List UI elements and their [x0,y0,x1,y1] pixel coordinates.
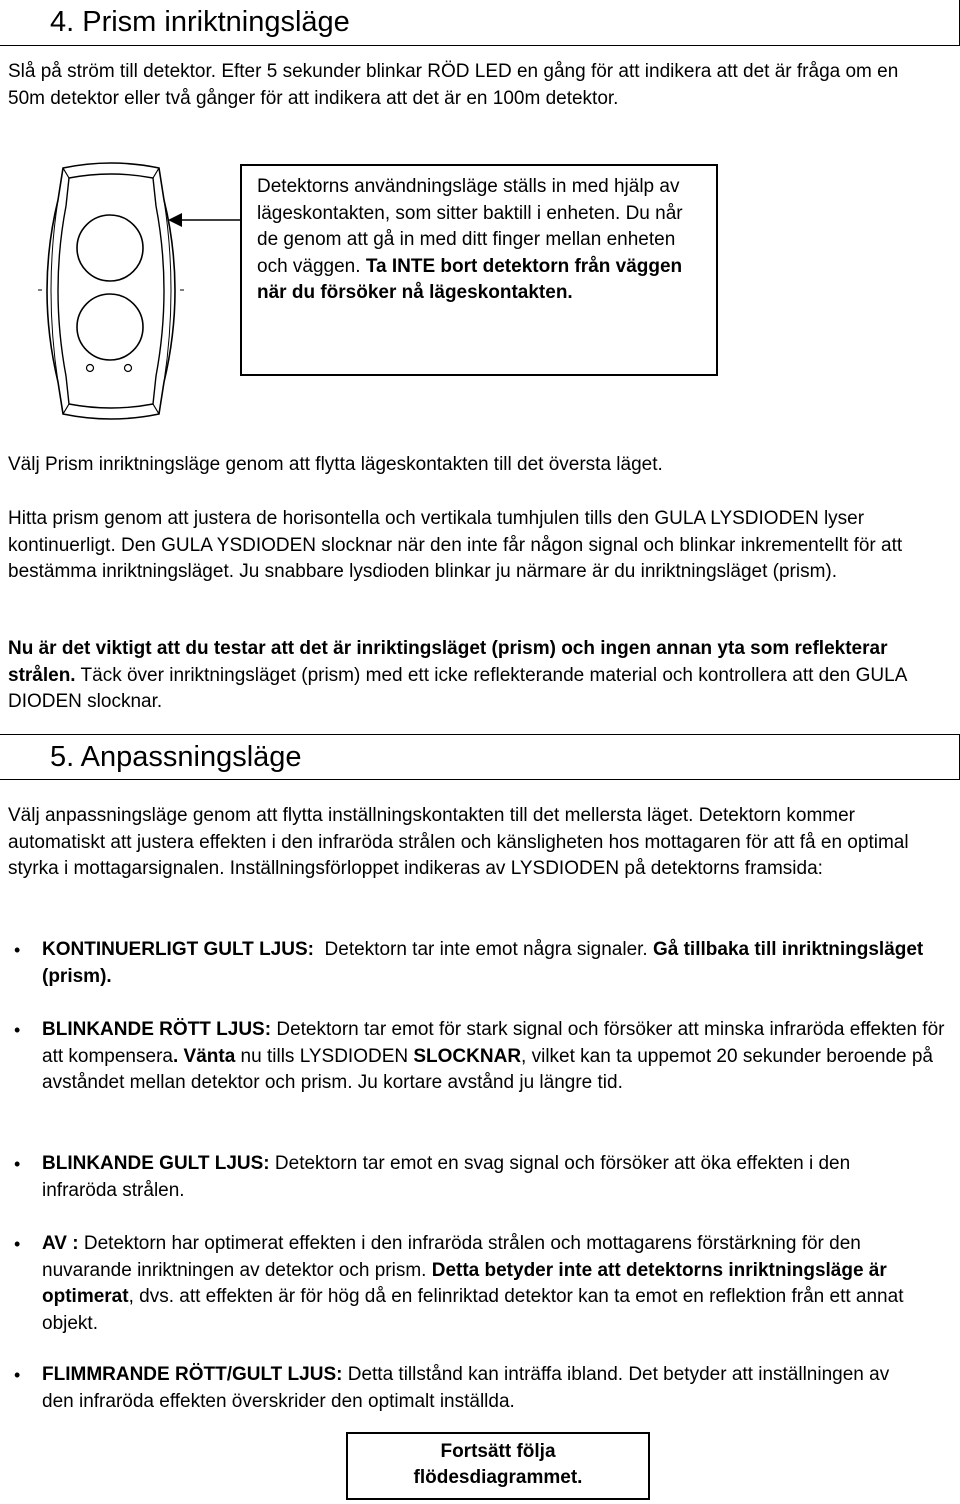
callout-text: Detektorns användningsläge ställs in med hjälp av lägeskontakten, som sitter baktill i enheten. Du når de genom att gå in med ditt finger mellan enheten och väggen. [257,176,683,277]
continue-line-2: flödesdiagrammet. [413,1467,583,1488]
important-rest-text: Täck över inriktningsläget (prism) med ett icke reflekterande material och kontrollera att den GULA DIODEN slocknar. [8,664,907,712]
detector-led-left [87,365,94,372]
bullet-icon: • [14,1020,21,1040]
continue-flowchart-box [346,1432,650,1500]
detector-led-right [125,365,132,372]
detector-inner-outline [58,174,164,408]
prism-find-paragraph: Hitta prism genom att justera de horisontella och vertikala tumhjulen tills den GULA LYSDIODEN lyser kontinuerligt. Den GULA YSDIODEN slocknar när den inte får någon signal och blinkar inkrementellt för att bestämma inriktningsläget. Ju snabbare lysdioden blinkar ju närmare är du inriktningsläget (prism). [8,508,903,582]
important-bold-text: Nu är det viktigt att du testar att det är inriktingsläget (prism) och ingen annan yta som reflekterar strålen. [8,638,888,686]
mode-switch-callout [240,164,718,376]
section-5-heading [0,734,960,780]
prism-select-paragraph: Välj Prism inriktningsläge genom att flytta lägeskontakten till det översta läget. [8,454,663,475]
bullet-icon: • [14,940,21,960]
section-4-title: 4. Prism inriktningsläge [50,6,350,38]
detector-illustration [36,160,186,422]
bullet-icon: • [14,1365,21,1385]
arrow-left-icon [166,210,242,230]
section-5-title: 5. Anpassningsläge [50,741,302,773]
continue-line-1: Fortsätt följa [440,1441,556,1462]
callout-warning: Ta INTE bort detektorn från väggen när du försöker nå lägeskontakten. [257,255,683,303]
bullet-icon: • [14,1154,21,1174]
prism-important-paragraph [8,636,953,716]
section-4-intro: Slå på ström till detektor. Efter 5 sekunder blinkar RÖD LED en gång för att indikera att det är fråga om en 50m detektor eller två gånger för att indikera att det är en 100m detektor. [8,61,899,109]
list-item-text: AV : Detektorn har optimerat effekten i den infraröda strålen och mottagarens förstärkning för den nuvarande inriktningen av detektor och prism. Detta betyder inte att detektorns inriktningsläge är optimerat, dvs. att effekten är för hög då en felinriktad detektor kan ta emot en reflektion från ett annat objekt. [42,1233,904,1334]
list-item-text: BLINKANDE RÖTT LJUS: Detektorn tar emot för stark signal och försöker att minska infraröda effekten för att kompensera. Vänta nu tills LYSDIODEN SLOCKNAR, vilket kan ta uppemot 20 sekunder beroende på avståndet mellan detektor och prism. Ju kortare avstånd ju längre tid. [42,1019,945,1093]
section-5-intro: Välj anpassningsläge genom att flytta inställningskontakten till det mellersta läget. Detektorn kommer automatiskt att justera effekten i den infraröda strålen och känsligheten hos mottagaren för att få en optimal styrka i mottagarsignalen. Inställningsförloppet indikeras av LYSDIODEN på detektorns framsida: [8,805,909,879]
bullet-icon: • [14,1234,21,1254]
detector-lens-bottom [77,294,143,360]
section-4-heading [0,0,960,46]
list-item-text: KONTINUERLIGT GULT LJUS: Detektorn tar inte emot några signaler. Gå tillbaka till inriktningsläget (prism). [42,939,924,987]
list-item-text: BLINKANDE GULT LJUS: Detektorn tar emot en svag signal och försöker att öka effekten i den infraröda strålen. [42,1153,851,1201]
list-item-text: FLIMMRANDE RÖTT/GULT LJUS: Detta tillstånd kan inträffa ibland. Det betyder att inställningen av den infraröda effekten överskrider den optimalt inställda. [42,1364,890,1412]
detector-lens-top [77,215,143,281]
